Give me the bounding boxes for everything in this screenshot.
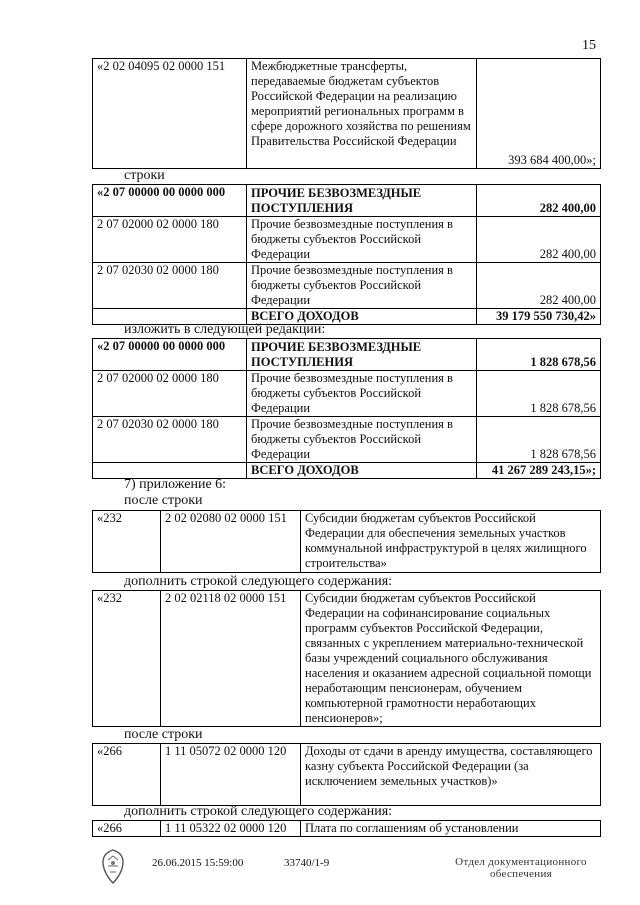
table-appendix6-row-a: [92, 510, 601, 573]
table-row: [93, 591, 601, 727]
income-name-cell: ПРОЧИЕ БЕЗВОЗМЕЗДНЫЕ ПОСТУПЛЕНИЯ: [247, 185, 477, 217]
table-block1: [92, 58, 601, 169]
budget-code-cell: 1 11 05322 02 0000 120: [161, 821, 301, 837]
stamp-line2: обеспечения: [489, 868, 553, 880]
footer-doc-id: 33740/1-9: [284, 857, 330, 869]
income-name-cell: Доходы от сдачи в аренду имущества, составляющего казну субъекта Российской Федерации (за исключением земельных участков)»: [301, 744, 601, 806]
table-row: [93, 744, 601, 806]
label-appendix6: 7) приложение 6:: [124, 477, 227, 492]
table-old-revenues: [92, 184, 601, 325]
coat-of-arms-icon: [98, 848, 128, 886]
amount-cell: 393 684 400,00»;: [477, 59, 601, 169]
total-amount-cell: 39 179 550 730,42»: [477, 309, 601, 325]
total-label-cell: ВСЕГО ДОХОДОВ: [247, 463, 477, 479]
income-name-cell: Прочие безвозмездные поступления в бюджеты субъектов Российской Федерации: [247, 217, 477, 263]
budget-code-cell: 2 07 02030 02 0000 180: [93, 263, 247, 309]
label-after-row-1: после строки: [124, 493, 203, 508]
admin-code-cell: «266: [93, 744, 161, 806]
table-appendix6-row-b: [92, 590, 601, 727]
admin-code-cell: «232: [93, 511, 161, 573]
table-appendix6-row-d: [92, 820, 601, 837]
footer-datetime: 26.06.2015 15:59:00: [152, 857, 244, 869]
page-number: 15: [582, 38, 596, 53]
table-row: [93, 511, 601, 573]
table-appendix6-row-c: [92, 743, 601, 806]
label-after-row-2: после строки: [124, 727, 203, 742]
admin-code-cell: «266: [93, 821, 161, 837]
budget-code-cell: «2 07 00000 00 0000 000: [93, 185, 247, 217]
label-add-row-1: дополнить строкой следующего содержания:: [124, 574, 393, 589]
admin-code-cell: «232: [93, 591, 161, 727]
income-name-cell: Межбюджетные трансферты, передаваемые бюджетам субъектов Российской Федерации на реализацию мероприятий региональных программ в сфере дорожного хозяйства по решениям Правительства Российской Федерации: [247, 59, 477, 169]
department-stamp: [448, 856, 594, 880]
table-row: [93, 185, 601, 217]
stamp-line1: Отдел документационного: [455, 856, 587, 868]
income-name-cell: Субсидии бюджетам субъектов Российской Федерации для обеспечения земельных участков коммунальной инфраструктурой в целях жилищного строительства»: [301, 511, 601, 573]
budget-code-cell: «2 07 00000 00 0000 000: [93, 339, 247, 371]
table-row: [93, 339, 601, 371]
income-name-cell: Прочие безвозмездные поступления в бюджеты субъектов Российской Федерации: [247, 371, 477, 417]
budget-code-cell: «2 02 04095 02 0000 151: [93, 59, 247, 169]
income-name-cell: Прочие безвозмездные поступления в бюджеты субъектов Российской Федерации: [247, 263, 477, 309]
table-row: [93, 417, 601, 463]
budget-code-cell: 2 07 02000 02 0000 180: [93, 217, 247, 263]
label-stroki: строки: [124, 168, 165, 183]
label-add-row-2: дополнить строкой следующего содержания:: [124, 804, 393, 819]
label-new-edition: изложить в следующей редакции:: [124, 322, 326, 337]
amount-cell: 282 400,00: [477, 263, 601, 309]
table-row: [93, 263, 601, 309]
table-row: [93, 59, 601, 169]
budget-code-cell: 2 02 02118 02 0000 151: [161, 591, 301, 727]
amount-cell: 282 400,00: [477, 185, 601, 217]
total-amount-cell: 41 267 289 243,15»;: [477, 463, 601, 479]
table-row: [93, 821, 601, 837]
table-row: [93, 217, 601, 263]
budget-code-cell: 2 07 02000 02 0000 180: [93, 371, 247, 417]
income-name-cell: ПРОЧИЕ БЕЗВОЗМЕЗДНЫЕ ПОСТУПЛЕНИЯ: [247, 339, 477, 371]
budget-code-cell: 2 02 02080 02 0000 151: [161, 511, 301, 573]
income-name-cell: Плата по соглашениям об установлении: [301, 821, 601, 837]
income-name-cell: Субсидии бюджетам субъектов Российской Федерации на софинансирование социальных программ субъектов Российской Федерации, связанных с укреплением материально-технической базы учреждений социального обслуживания населения и оказанием адресной социальной помощи неработающим пенсионерам, обучением компьютерной грамотности неработающих пенсионеров»;: [301, 591, 601, 727]
budget-code-cell: 2 07 02030 02 0000 180: [93, 417, 247, 463]
table-new-revenues: [92, 338, 601, 479]
total-label-cell: ВСЕГО ДОХОДОВ: [247, 309, 477, 325]
amount-cell: 1 828 678,56: [477, 371, 601, 417]
amount-cell: 282 400,00: [477, 217, 601, 263]
amount-cell: 1 828 678,56: [477, 417, 601, 463]
income-name-cell: Прочие безвозмездные поступления в бюджеты субъектов Российской Федерации: [247, 417, 477, 463]
amount-cell: 1 828 678,56: [477, 339, 601, 371]
table-row: [93, 371, 601, 417]
budget-code-cell: 1 11 05072 02 0000 120: [161, 744, 301, 806]
